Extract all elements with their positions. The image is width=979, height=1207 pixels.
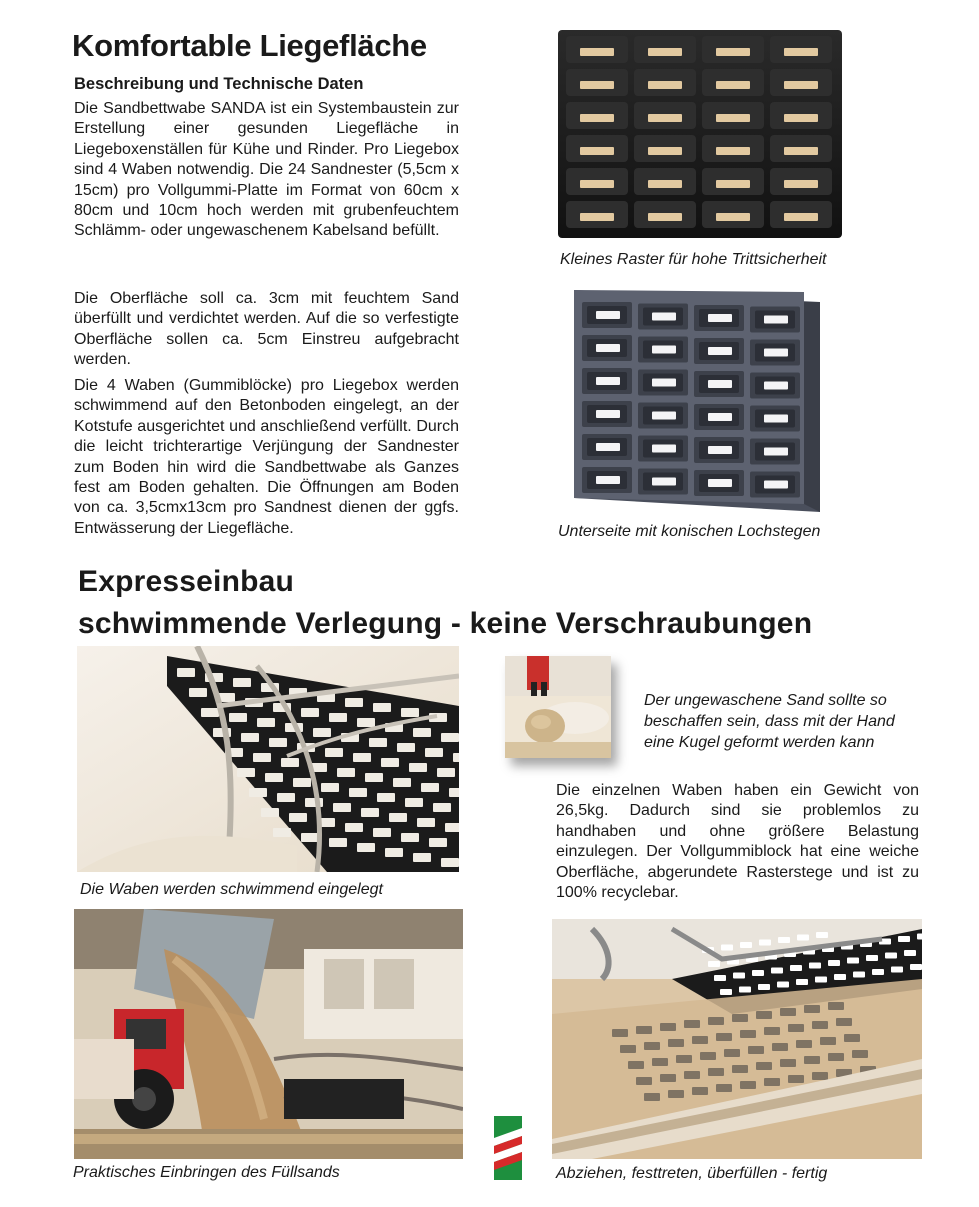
sand-slot [580,81,614,89]
sand-slot [648,114,682,122]
buried-grid-cell [644,1093,660,1101]
grid-hole [898,936,910,942]
buried-grid-cell [756,1062,772,1070]
sand-slot [784,81,818,89]
buried-grid-cell [788,1024,804,1032]
sand-slot [784,213,818,221]
buried-grid-cell [668,1039,684,1047]
grid-hole [361,808,379,817]
grid-hole [904,950,916,956]
drain-hole [764,481,788,489]
grid-hole [771,968,783,974]
description-paragraph-1: Die Sandbettwabe SANDA ist ein Systembaustein zur Erstellung einer gesunden Liegefläche in Liegeboxenställen für Kühe und Rinder. Pro Liegebox sind 4 Waben notwendig. Die 24 Sandnester (5,5cm x 15cm) pro Vollgummi-Platte im Format von 60cm x 80cm und 10cm hoch werden mit grubenfeuchtem Schlämm- oder ungewaschenem Kabelsand befüllt. [74,100,459,240]
grid-hole [201,708,219,717]
sand-slot [648,147,682,155]
grid-hole [441,858,459,867]
sand-slot [648,48,682,56]
drain-hole [764,448,788,456]
drain-hole [708,380,732,388]
sand-slot [580,147,614,155]
grid-hole [377,793,395,802]
buried-grid-cell [708,1017,724,1025]
caption-laid: Die Waben werden schwimmend eingelegt [80,881,383,898]
grid-hole [369,738,387,747]
photo-filling-sand [74,909,463,1159]
grid-hole [397,743,415,752]
grid-hole [277,793,295,802]
description-paragraph-3: Die 4 Waben (Gummiblöcke) pro Liegebox werden schwimmend auf den Betonboden eingelegt, an der Kotstufe ausgerichtet und anschließend verfüllt. Durch die leicht trichterartige Verjüngung der Sandnester zum Boden hin wird die Sandbettwabe als Ganzes fest am Boden gehalten. Die Öffnungen am Boden von ca. 3,5cmx13cm pro Sandnest dienen der ggfs. Entwässerung der Liegefläche. [74,377,459,537]
buried-grid-cell [732,1065,748,1073]
grid-hole [409,763,427,772]
drain-hole [652,412,676,420]
sand-note-line3: eine Kugel geformt werden kann [644,734,875,751]
drain-hole [596,410,620,418]
sand-slot [648,180,682,188]
grid-hole [261,808,279,817]
grid-hole [357,843,375,852]
weight-paragraph: Die einzelnen Waben haben ein Gewicht von 26,5kg. Dadurch sind sie problemlos zu handhaben und ohne größere Belastung einzulegen. Der Vollgummiblock hat eine weiche Oberfläche, abgerundete Rasterstege und ist zu 100% recyclebar. [556,782,919,902]
grid-hole [433,803,451,812]
buried-grid-cell [628,1061,644,1069]
drain-hole [652,445,676,453]
buried-grid-cell [812,1072,828,1080]
grid-hole [353,753,371,762]
grid-hole [325,748,343,757]
grid-hole [721,945,733,951]
sand-slot [580,180,614,188]
grid-hole [437,768,455,777]
sand-slot [784,114,818,122]
grid-hole [237,768,255,777]
grid-hole [816,932,828,938]
grid-hole [257,718,275,727]
buried-grid-cell [684,1020,700,1028]
grid-hole [385,848,403,857]
grid-hole [449,788,459,797]
sand-slot [784,48,818,56]
grid-hole [425,748,443,757]
photo-sand-ball [505,656,611,758]
grid-hole [373,828,391,837]
buried-grid-cell [652,1058,668,1066]
grid-hole [177,668,195,677]
grid-hole [885,953,897,959]
buried-grid-cell [740,1030,756,1038]
buried-grid-cell [636,1026,652,1034]
product-underside-image [568,288,826,514]
sand-slot [716,114,750,122]
buried-grid-cell [828,1002,844,1010]
grid-hole [233,678,251,687]
buried-grid-cell [700,1052,716,1060]
drain-hole [708,314,732,322]
grid-hole [381,758,399,767]
grid-hole [289,813,307,822]
buried-grid-cell [740,1081,756,1089]
buried-grid-cell [804,1005,820,1013]
grid-hole [759,940,771,946]
grid-hole [834,974,846,980]
buried-grid-cell [716,1084,732,1092]
grid-hole [872,969,884,975]
section2-title-line2: schwimmende Verlegung - keine Verschraubungen [78,607,813,640]
buried-grid-cell [660,1074,676,1082]
buried-grid-cell [772,1043,788,1051]
section2-title-line1: Expresseinbau [78,565,295,598]
grid-hole [740,942,752,948]
buried-grid-cell [796,1040,812,1048]
caption-filling: Praktisches Einbringen des Füllsands [73,1164,340,1181]
drain-hole [596,311,620,319]
buried-grid-cell [804,1056,820,1064]
description-paragraph-2: Die Oberfläche soll ca. 3cm mit feuchtem Sand überfüllt und verdichtet werden. Auf die so verfestigte Oberfläche sollen ca. 5cm Einstreu aufgebracht werden. [74,290,459,369]
product-top-view-image [556,28,844,240]
drain-hole [596,377,620,385]
buried-grid-cell [828,1053,844,1061]
grid-hole [445,823,459,832]
grid-hole [389,813,407,822]
sand-slot [580,213,614,221]
buried-grid-cell [612,1029,628,1037]
buried-grid-cell [780,1059,796,1067]
grid-hole [413,853,431,862]
drain-hole [596,476,620,484]
grid-hole [357,718,375,727]
sand-slot [784,180,818,188]
drain-hole [764,349,788,357]
buried-grid-cell [684,1071,700,1079]
buried-grid-cell [836,1018,852,1026]
grid-hole [421,783,439,792]
buried-grid-cell [748,1046,764,1054]
buried-grid-cell [756,1011,772,1019]
drain-hole [708,446,732,454]
buried-grid-cell [692,1087,708,1095]
grid-hole [333,803,351,812]
drain-hole [764,382,788,390]
sand-slot [716,213,750,221]
buried-grid-cell [812,1021,828,1029]
buried-grid-cell [660,1023,676,1031]
sand-slot [716,180,750,188]
buried-grid-cell [764,1078,780,1086]
sand-slot [648,213,682,221]
drain-hole [596,344,620,352]
grid-hole [758,984,770,990]
buried-grid-cell [620,1045,636,1053]
grid-hole [720,989,732,995]
grid-hole [229,713,247,722]
sand-slot [716,147,750,155]
grid-hole [708,961,720,967]
buried-grid-cell [852,1050,868,1058]
buried-grid-cell [732,1014,748,1022]
grid-hole [281,758,299,767]
drain-hole [652,379,676,387]
grid-hole [853,972,865,978]
grid-hole [441,733,459,742]
grid-hole [815,977,827,983]
drain-hole [708,479,732,487]
grid-hole [891,967,903,973]
grid-hole [373,703,391,712]
grid-hole [917,934,922,940]
drain-hole [764,415,788,423]
grid-hole [790,965,802,971]
company-logo [494,1116,522,1180]
sand-slot [716,81,750,89]
buried-grid-cell [708,1068,724,1076]
sand-slot [648,81,682,89]
buried-grid-cell [668,1090,684,1098]
grid-hole [345,698,363,707]
grid-hole [189,688,207,697]
grid-hole [413,728,431,737]
page-title: Komfortable Liegefläche [72,28,427,63]
buried-grid-cell [820,1037,836,1045]
sand-note-line2: beschaffen sein, dass mit der Hand [644,713,895,730]
photo-combs-laid [77,646,459,872]
buried-grid-cell [724,1049,740,1057]
grid-hole [778,937,790,943]
grid-hole [405,798,423,807]
grid-hole [429,838,447,847]
grid-hole [910,964,922,970]
buried-grid-cell [636,1077,652,1085]
drain-hole [764,316,788,324]
grid-hole [249,788,267,797]
drain-hole [708,347,732,355]
grid-hole [714,975,726,981]
grid-hole [293,778,311,787]
photo-finishing [552,919,922,1159]
grid-hole [337,768,355,777]
drain-hole [652,346,676,354]
sand-slot [716,48,750,56]
grid-hole [797,935,809,941]
caption-finishing: Abziehen, festtreten, überfüllen - fertig [556,1165,828,1182]
buried-grid-cell [676,1055,692,1063]
sand-slot [784,147,818,155]
grid-hole [866,955,878,961]
buried-grid-cell [716,1033,732,1041]
caption-bottom-grid: Unterseite mit konischen Lochstegen [558,523,821,540]
grid-hole [301,708,319,717]
grid-hole [321,783,339,792]
sand-slot [580,114,614,122]
grid-hole [349,788,367,797]
grid-hole [739,987,751,993]
drain-hole [652,313,676,321]
grid-hole [301,833,319,842]
grid-hole [847,958,859,964]
grid-hole [365,773,383,782]
grid-hole [329,713,347,722]
grid-hole [241,733,259,742]
grid-hole [273,828,291,837]
buried-grid-cell [692,1036,708,1044]
grid-hole [401,833,419,842]
buried-grid-cell [788,1075,804,1083]
buried-grid-cell [844,1034,860,1042]
grid-hole [393,778,411,787]
grid-hole [269,738,287,747]
caption-top-grid: Kleines Raster für hohe Trittsicherheit [560,251,827,268]
drain-hole [708,413,732,421]
grid-hole [401,708,419,717]
grid-hole [345,823,363,832]
grid-hole [809,963,821,969]
buried-grid-cell [764,1027,780,1035]
grid-hole [828,960,840,966]
grid-hole [733,973,745,979]
grid-hole [777,982,789,988]
drain-hole [596,443,620,451]
grid-hole [796,979,808,985]
grid-hole [453,753,459,762]
grid-hole [329,838,347,847]
sand-note-line1: Der ungewaschene Sand sollte so [644,692,887,709]
section-subtitle: Beschreibung und Technische Daten [74,75,364,93]
grid-hole [253,753,271,762]
grid-hole [752,970,764,976]
buried-grid-cell [780,1008,796,1016]
buried-grid-cell [644,1042,660,1050]
drain-hole [652,478,676,486]
grid-hole [265,773,283,782]
sand-slot [580,48,614,56]
grid-hole [417,818,435,827]
grid-hole [313,728,331,737]
